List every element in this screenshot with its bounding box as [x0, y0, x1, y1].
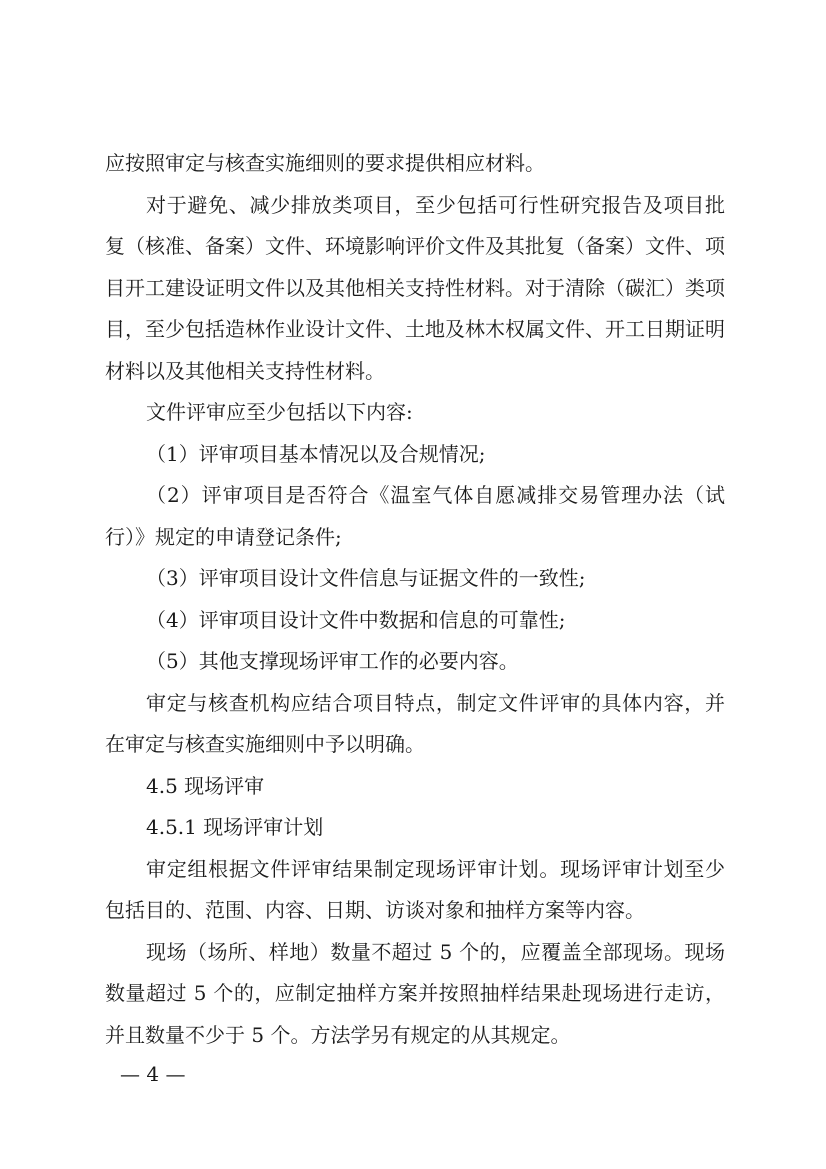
list-item-5: （5）其他支撑现场评审工作的必要内容。 [146, 649, 519, 673]
list-item-4: （4）评审项目设计文件中数据和信息的可靠性; [146, 607, 566, 632]
paragraph-4: 审定与核查机构应结合项目特点，制定文件评审的具体内容，并在审定与核查实施细则中予以明确。 [105, 690, 725, 756]
paragraph-5: 审定组根据文件评审结果制定现场评审计划。现场评审计划至少包括目的、范围、内容、日期、访谈对象和抽样方案等内容。 [105, 856, 725, 922]
section-heading: 4.5 现场评审 [146, 773, 265, 798]
paragraph-2: 对于避免、减少排放类项目，至少包括可行性研究报告及项目批复（核准、备案）文件、环境影响评价文件及其批复（备案）文件、项目开工建设证明文件以及其他相关支持性材料。对于清除（碳汇）类项目，至少包括造林作业设计文件、土地及林木权属文件、开工日期证明材料以及其他相关支持性材料。 [105, 192, 725, 383]
page-number: — 4 — [120, 1062, 186, 1086]
subsection-heading: 4.5.1 现场评审计划 [146, 815, 324, 839]
list-item-2: （2）评审项目是否符合《温室气体自愿减排交易管理办法（试行）》规定的申请登记条件; [105, 483, 725, 549]
list-item-1: （1）评审项目基本情况以及合规情况; [146, 441, 486, 466]
paragraph-1: 应按照审定与核查实施细则的要求提供相应材料。 [105, 151, 545, 175]
paragraph-3: 文件评审应至少包括以下内容: [146, 400, 413, 424]
list-item-3: （3）评审项目设计文件信息与证据文件的一致性; [146, 566, 586, 590]
paragraph-6: 现场（场所、样地）数量不超过 5 个的，应覆盖全部现场。现场数量超过 5 个的，应制定抽样方案并按照抽样结果赴现场进行走访，并且数量不少于 5 个。方法学另有规定的从其规定。 [105, 939, 725, 1047]
body-text [105, 143, 725, 1056]
